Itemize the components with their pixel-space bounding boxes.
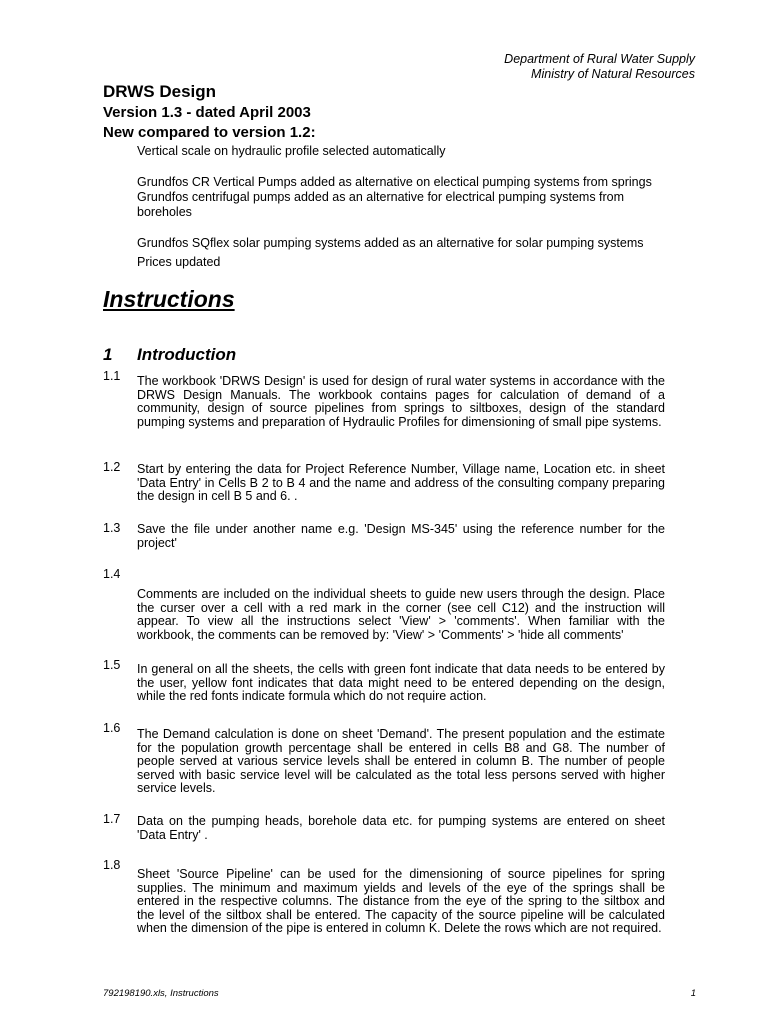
change-note: Vertical scale on hydraulic profile selected automatically <box>137 144 446 158</box>
paragraph-number: 1.6 <box>103 721 121 735</box>
paragraph-text: The workbook 'DRWS Design' is used for design of rural water systems in accordance with the DRWS Design Manuals. The workbook contains pages for calculation of demand of a community, design of source pipelines from springs to siltboxes, design of the standard pumping systems and preparation of Hydraulic Profiles for dimensioning of small pipe systems. <box>137 374 665 429</box>
change-note: Grundfos CR Vertical Pumps added as alternative on electical pumping systems from springs <box>137 175 652 189</box>
change-note: Prices updated <box>137 255 221 269</box>
department-name: Department of Rural Water Supply <box>504 52 695 66</box>
paragraph-number: 1.8 <box>103 858 121 872</box>
footer-page-number: 1 <box>690 988 696 999</box>
document-title: DRWS Design <box>103 82 217 101</box>
change-notes <box>137 144 677 270</box>
changes-heading: New compared to version 1.2: <box>103 124 316 141</box>
paragraph-text: Save the file under another name e.g. 'Design MS-345' using the reference number for the project' <box>137 522 665 550</box>
paragraph-number: 1.3 <box>103 521 121 535</box>
paragraph-number: 1.2 <box>103 460 121 474</box>
paragraph-text: Start by entering the data for Project Reference Number, Village name, Location etc. in sheet 'Data Entry' in Cells B 2 to B 4 and the name and address of the consulting company preparing the design in cell B 5 and 6. . <box>137 462 665 503</box>
paragraph-text: In general on all the sheets, the cells with green font indicate that data needs to be entered by the user, yellow font indicates that data might need to be entered depending on the design, while the red fonts indicate formula which do not require action. <box>137 662 665 703</box>
paragraph-text: The Demand calculation is done on sheet 'Demand'. The present population and the estimate for the population growth percentage shall be entered in cells B8 and G8. The number of people served at various service levels shall be entered in column B. The number of people served with basic service level will be calculated as the total less persons served with higher service levels. <box>137 727 665 795</box>
paragraph-number: 1.7 <box>103 812 121 826</box>
paragraph-text: Comments are included on the individual sheets to guide new users through the design. Place the curser over a cell with a red mark in the corner (see cell C12) and the instruction will appear. To view all the instructions select 'View' > 'comments'. When familiar with the workbook, the comments can be removed by: 'View' > 'Comments' > 'hide all comments' <box>137 587 665 642</box>
paragraph-number: 1.4 <box>103 567 121 581</box>
paragraph-text: Data on the pumping heads, borehole data etc. for pumping systems are entered on sheet 'Data Entry' . <box>137 814 665 842</box>
paragraph-number: 1.5 <box>103 658 121 672</box>
paragraph-text: Sheet 'Source Pipeline' can be used for the dimensioning of source pipelines for spring supplies. The minimum and maximum yields and levels of the eye of the springs shall be entered in the respective columns. The distance from the eye of the spring to the siltbox and the level of the siltbox shall be entered. The capacity of the source pipeline will be calculated when the dimension of the pipe is entered in column K. Delete the rows which are not required. <box>137 867 665 935</box>
version-line: Version 1.3 - dated April 2003 <box>103 104 311 121</box>
section-title: Introduction <box>137 345 237 364</box>
ministry-name: Ministry of Natural Resources <box>531 67 695 81</box>
instructions-heading: Instructions <box>103 286 235 312</box>
change-note: Grundfos centrifugal pumps added as an alternative for electrical pumping systems from boreholes <box>137 190 625 219</box>
header-block <box>504 52 695 82</box>
section-number: 1 <box>103 345 113 364</box>
change-note: Grundfos SQflex solar pumping systems added as an alternative for solar pumping systems <box>137 236 644 250</box>
paragraph-number: 1.1 <box>103 369 121 383</box>
footer-filename: 792198190.xls, Instructions <box>103 988 219 999</box>
